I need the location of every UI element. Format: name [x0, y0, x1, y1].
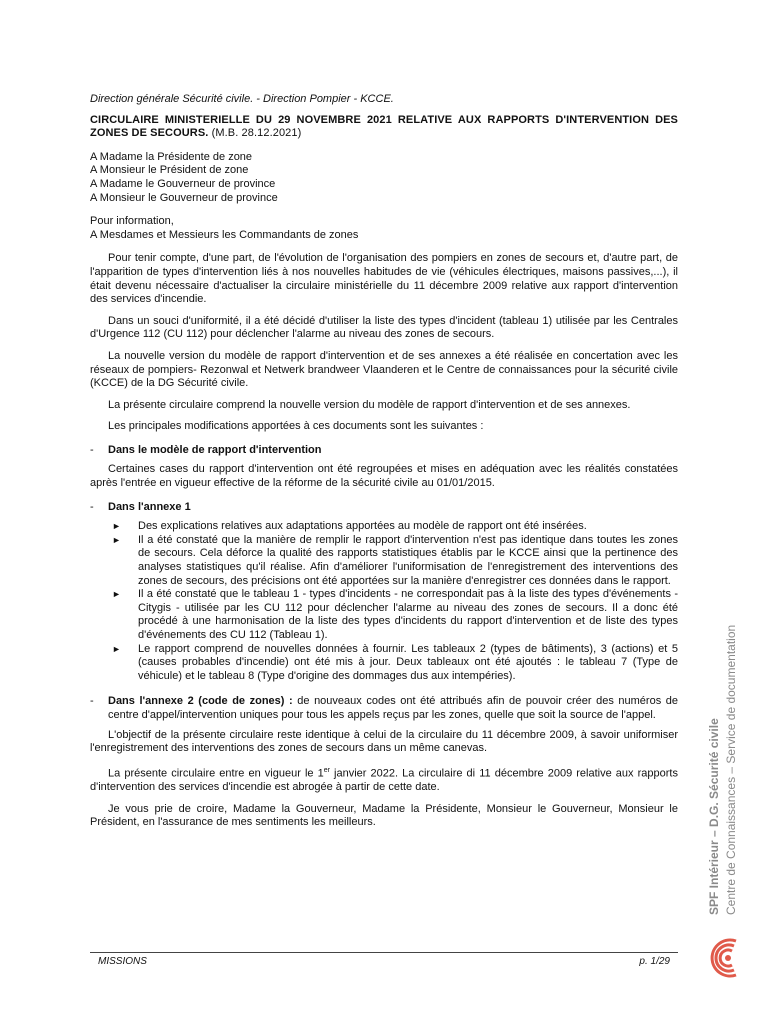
paragraph: Pour tenir compte, d'une part, de l'évolution de l'organisation des pompiers en zones de secours et, d'autre part, de l'apparition de types d'intervention liés à nos nouvelles habitudes de vie (véhicules électriques, maisons passives,...), il était devenu nécessaire d'actualiser la circulaire ministérielle du 11 décembre 2009 relative aux rapport d'intervention des services d'incendie.	[90, 252, 678, 306]
section-text: de nouveaux codes ont été attribués afin de pouvoir créer des numéros de centre d'appel/intervention uniques pour tous les appels reçus par les zones, quelle que soit la source de l'appel.	[108, 695, 679, 721]
agency-logo-icon	[706, 935, 746, 981]
arrow-bullet-icon: ►	[112, 589, 121, 600]
closing-paragraph: L'objectif de la présente circulaire reste identique à celui de la circulaire du 11 décembre 2009, à savoir uniformiser l'enregistrement des interventions des zones de secours dans un même canevas.	[90, 728, 678, 755]
publisher-line: SPF Intérieur – D.G. Sécurité civile	[707, 718, 721, 915]
paragraph: La nouvelle version du modèle de rapport d'intervention et de ses annexes a été réalisée en concertation avec les réseaux de pompiers- Rezonwal et Netwerk brandweer Vlaanderen et le Centre de connaissances pour la sécurité civile (KCCE) de la DG Sécurité civile.	[90, 349, 678, 390]
section-annexe-2	[90, 695, 678, 722]
document-page	[90, 93, 678, 838]
arrow-bullet-icon: ►	[112, 534, 121, 545]
info-line: A Mesdames et Messieurs les Commandants de zones	[90, 228, 359, 241]
arrow-bullet-icon: ►	[112, 643, 121, 654]
title-reference: (M.B. 28.12.2021)	[211, 127, 302, 140]
document-header: Direction générale Sécurité civile. - Direction Pompier - KCCE.	[90, 93, 394, 105]
footer-divider	[90, 952, 678, 953]
section-rapport	[90, 444, 678, 458]
section-heading: Dans l'annexe 1	[108, 500, 191, 513]
info-block	[90, 215, 678, 242]
list-item: ► Il a été constaté que la manière de remplir le rapport d'intervention n'est pas identique dans toutes les zones de secours. Cela déforce la qualité des rapports statistiques établis par le KCCE ainsi que la pertinence des analyses statistiques qu'il réalise. Afin d'améliorer l'uniformisation de l'enregistrement des interventions des zones de secours, des précisions ont été apportées sur la manière d'enregistrer ces données dans le rapport.	[112, 533, 678, 587]
section-heading: Dans l'annexe 2 (code de zones) :	[108, 695, 293, 708]
section-text: Certaines cases du rapport d'intervention ont été regroupées et mises en adéquation avec les réalités constatées après l'entrée en vigueur effective de la réforme de la sécurité civile au 01/01/2015.	[90, 463, 678, 490]
addressee: A Monsieur le Gouverneur de province	[90, 191, 278, 204]
footer-page-number: p. 1/29	[639, 956, 670, 967]
paragraph: Dans un souci d'uniformité, il a été décidé d'utiliser la liste des types d'incident (tableau 1) utilisée par les Centrales d'Urgence 112 (CU 112) pour déclencher l'alarme au niveau des zones de secours.	[90, 314, 678, 341]
footer-section-name: MISSIONS	[98, 956, 147, 967]
info-line: Pour information,	[90, 215, 174, 228]
addressee: A Madame le Gouverneur de province	[90, 177, 276, 190]
circular-title	[90, 114, 678, 141]
section-dash: -	[90, 443, 94, 456]
list-item: ► Des explications relatives aux adaptations apportées au modèle de rapport ont été insérées.	[112, 520, 587, 533]
section-annexe-1	[90, 501, 678, 515]
closing-paragraph: La présente circulaire entre en vigueur le 1er janvier 2022. La circulaire di 11 décembre 2009 relative aux rapports d'intervention des services d'incendie est abrogée à partir de cette date.	[90, 766, 678, 793]
section-dash: -	[90, 695, 94, 708]
title-main: CIRCULAIRE MINISTERIELLE DU 29 NOVEMBRE 2021 RELATIVE AUX RAPPORTS D'INTERVENTION DES ZONES DE SECOURS.	[90, 113, 678, 140]
list-item: ► Il a été constaté que le tableau 1 - types d'incidents - ne correspondait pas à la liste des types d'événements - Citygis - utilisée par les CU 112 pour déclencher l'alarme au niveau des zones de secours. Il a donc été procédé à une harmonisation de la liste des types d'incidents du rapport d'intervention et de liste des types d'événements des CU 112 (Tableau 1).	[112, 588, 678, 641]
list-item: ► Le rapport comprend de nouvelles données à fournir. Les tableaux 2 (types de bâtiments), 3 (actions) et 5 (causes probables d'incendie) ont été mis à jour. Deux tableaux ont été ajoutés : le tableau 7 (Type de véhicule) et le tableau 8 (Type d'origine des dommages dus aux intempéries).	[112, 642, 678, 682]
addressee-list	[90, 151, 678, 205]
publisher-sidebar	[706, 595, 740, 915]
publisher-line: Centre de Connaissances – Service de documentation	[724, 624, 738, 915]
paragraph: La présente circulaire comprend la nouvelle version du modèle de rapport d'intervention et de ses annexes.	[108, 398, 631, 411]
section-dash: -	[90, 500, 94, 513]
paragraph: Les principales modifications apportées à ces documents sont les suivantes :	[108, 420, 484, 433]
annexe-1-bullets	[112, 520, 678, 683]
arrow-bullet-icon: ►	[112, 521, 121, 532]
addressee: A Monsieur le Président de zone	[90, 164, 249, 177]
section-heading: Dans le modèle de rapport d'intervention	[108, 443, 322, 456]
closing-paragraph: Je vous prie de croire, Madame la Gouverneur, Madame la Présidente, Monsieur le Gouverneur, Monsieur le Président, en l'assurance de mes sentiments les meilleurs.	[90, 802, 678, 829]
addressee: A Madame la Présidente de zone	[90, 150, 253, 163]
